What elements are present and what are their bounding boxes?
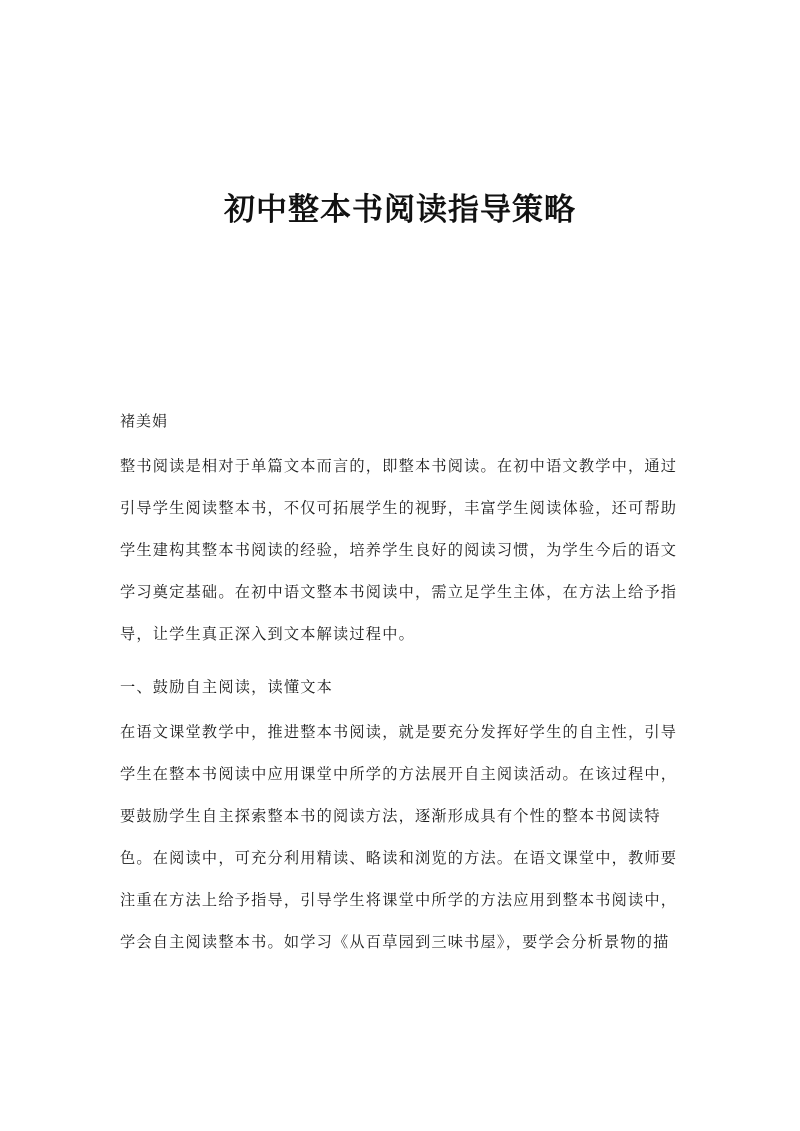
body-line: 在语文课堂教学中，推进整本书阅读，就是要充分发挥好学生的自主性，引导 xyxy=(120,723,678,741)
body-line: 色。在阅读中，可充分利用精读、略读和浏览的方法。在语文课堂中，教师要 xyxy=(120,849,678,867)
document-title: 初中整本书阅读指导策略 xyxy=(224,192,576,228)
body-line: 要鼓励学生自主探索整本书的阅读方法，逐渐形成具有个性的整本书阅读特 xyxy=(120,807,661,825)
body-line: 整书阅读是相对于单篇文本而言的，即整本书阅读。在初中语文教学中，通过 xyxy=(120,457,678,475)
body-line: 学生建构其整本书阅读的经验，培养学生良好的阅读习惯，为学生今后的语文 xyxy=(120,541,678,559)
section-heading: 一、鼓励自主阅读，读懂文本 xyxy=(120,678,334,696)
body-line: 学习奠定基础。在初中语文整本书阅读中，需立足学生主体，在方法上给予指 xyxy=(120,583,678,601)
body-line: 学会自主阅读整本书。如学习《从百草园到三味书屋》，要学会分析景物的描 xyxy=(120,933,670,951)
body-line: 注重在方法上给予指导，引导学生将课堂中所学的方法应用到整本书阅读中， xyxy=(120,891,678,909)
body-line: 导，让学生真正深入到文本解读过程中。 xyxy=(120,625,415,643)
author-name: 褚美娟 xyxy=(120,412,169,430)
body-line: 学生在整本书阅读中应用课堂中所学的方法展开自主阅读活动。在该过程中， xyxy=(120,765,678,783)
body-line: 引导学生阅读整本书，不仅可拓展学生的视野，丰富学生阅读体验，还可帮助 xyxy=(120,499,678,517)
